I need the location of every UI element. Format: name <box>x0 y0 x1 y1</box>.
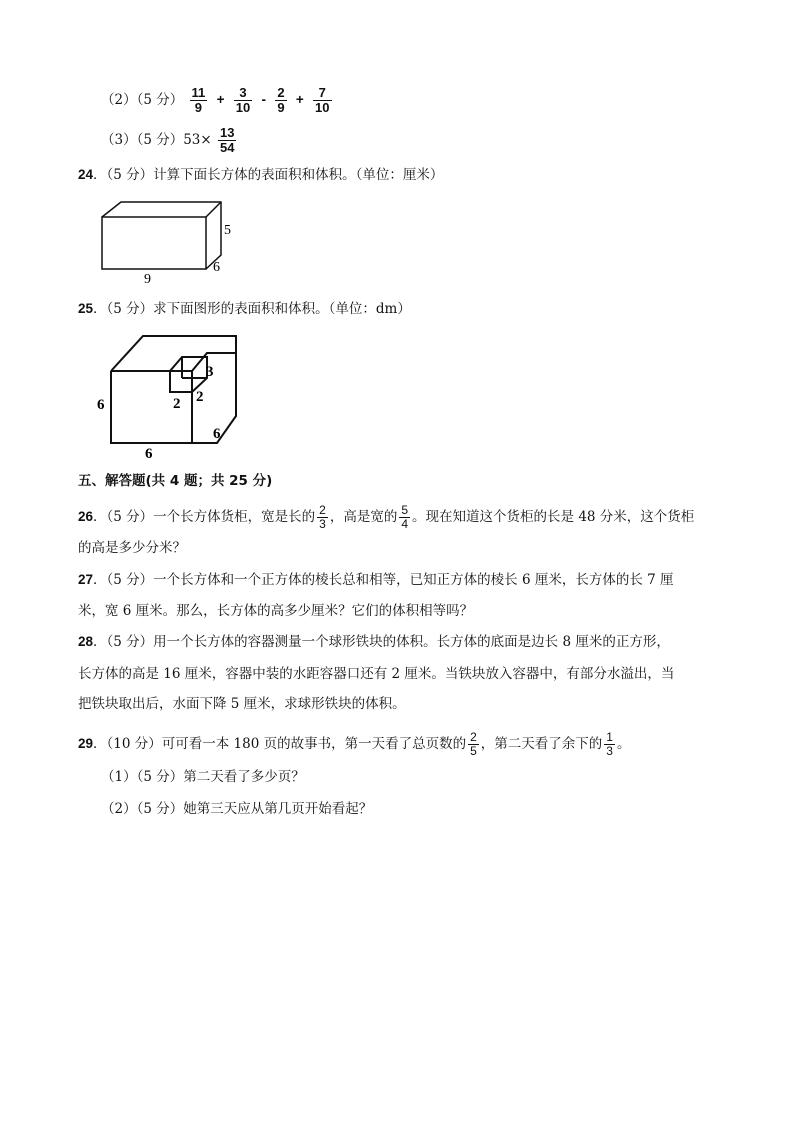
question-text: ．（5 分）一个长方体和一个正方体的棱长总和相等，已知正方体的棱长 6 厘米，长方体的长 7 厘 <box>93 572 674 588</box>
dim-label: 2 <box>173 396 181 412</box>
notched-cuboid-figure <box>95 330 245 460</box>
question-27 <box>78 570 674 590</box>
fraction: $\frac{2}{5}$ <box>470 730 477 758</box>
question-text: ，高是宽的 <box>329 509 398 525</box>
question-text: ．（5 分）一个长方体货柜，宽是长的 <box>93 509 316 525</box>
dim-label: 3 <box>206 364 214 380</box>
question-text: 。现在知道这个货柜的长是 48 分米，这个货柜 <box>412 509 695 525</box>
operator: - <box>261 92 267 107</box>
dim-label: 6 <box>145 446 153 460</box>
question-24 <box>78 165 443 185</box>
question-number: 29 <box>78 736 94 751</box>
fraction: $\frac{7}{10}$ <box>315 85 330 115</box>
q23-part3-label: （3）（5 分）53× <box>101 132 212 148</box>
dim-label: 6 <box>97 397 105 413</box>
question-text: ．（5 分）求下面图形的表面积和体积。（单位：dm） <box>93 301 411 317</box>
question-text: ．（5 分）计算下面长方体的表面积和体积。（单位：厘米） <box>93 167 444 183</box>
fraction: $\frac{1}{3}$ <box>606 730 613 758</box>
question-25 <box>78 299 411 319</box>
question-text: 长方体的高是 16 厘米，容器中装的水距容器口还有 2 厘米。当铁块放入容器中，有部分水溢出，当 <box>78 666 675 682</box>
fraction: $\frac{2}{9}$ <box>277 85 285 115</box>
question-text: ，第二天看了余下的 <box>480 736 603 752</box>
question-number: 25 <box>78 301 94 316</box>
fraction: $\frac{5}{4}$ <box>401 503 409 531</box>
dim-width-label: 6 <box>213 260 220 275</box>
question-text: 米，宽 6 厘米。那么，长方体的高多少厘米？它们的体积相等吗？ <box>78 603 474 619</box>
fraction: $\frac{11}{9}$ <box>191 85 206 115</box>
question-text: ．（10 分）可可看一本 180 页的故事书，第一天看了总页数的 <box>93 736 467 752</box>
fraction: $\frac{3}{10}$ <box>235 85 251 115</box>
operator: + <box>295 92 304 107</box>
question-number: 27 <box>78 572 94 587</box>
q23-part3 <box>101 126 238 155</box>
question-text: 。 <box>616 736 631 752</box>
section-title: 五、解答题(共 4 题；共 25 分) <box>78 473 273 489</box>
fraction: $\frac{2}{3}$ <box>319 503 326 531</box>
question-29 <box>78 731 630 758</box>
question-26 <box>78 504 694 531</box>
dim-length-label: 9 <box>144 272 151 285</box>
question-text: 把铁块取出后，水面下降 5 厘米，求球形铁块的体积。 <box>78 696 406 712</box>
dim-height-label: 5 <box>224 223 231 238</box>
operator: + <box>216 92 225 107</box>
cuboid-figure <box>95 195 245 285</box>
question-number: 28 <box>78 634 94 649</box>
dim-label: 6 <box>213 426 221 442</box>
question-28 <box>78 632 670 652</box>
question-number: 26 <box>78 509 94 524</box>
dim-label: 2 <box>196 389 204 405</box>
sub-question: （1）（5 分）第二天看了多少页？ <box>101 769 305 785</box>
question-text: 的高是多少分米？ <box>78 540 186 556</box>
q23-part2-label: （2）（5 分） <box>101 92 184 108</box>
fraction: $\frac{13}{54}$ <box>220 125 235 155</box>
sub-question: （2）（5 分）她第三天应从第几页开始看起？ <box>101 801 373 817</box>
question-text: ．（5 分）用一个长方体的容器测量一个球形铁块的体积。长方体的底面是边长 8 厘米的正方形， <box>93 634 670 650</box>
question-number: 24 <box>78 167 94 182</box>
q23-part2 <box>101 86 334 115</box>
